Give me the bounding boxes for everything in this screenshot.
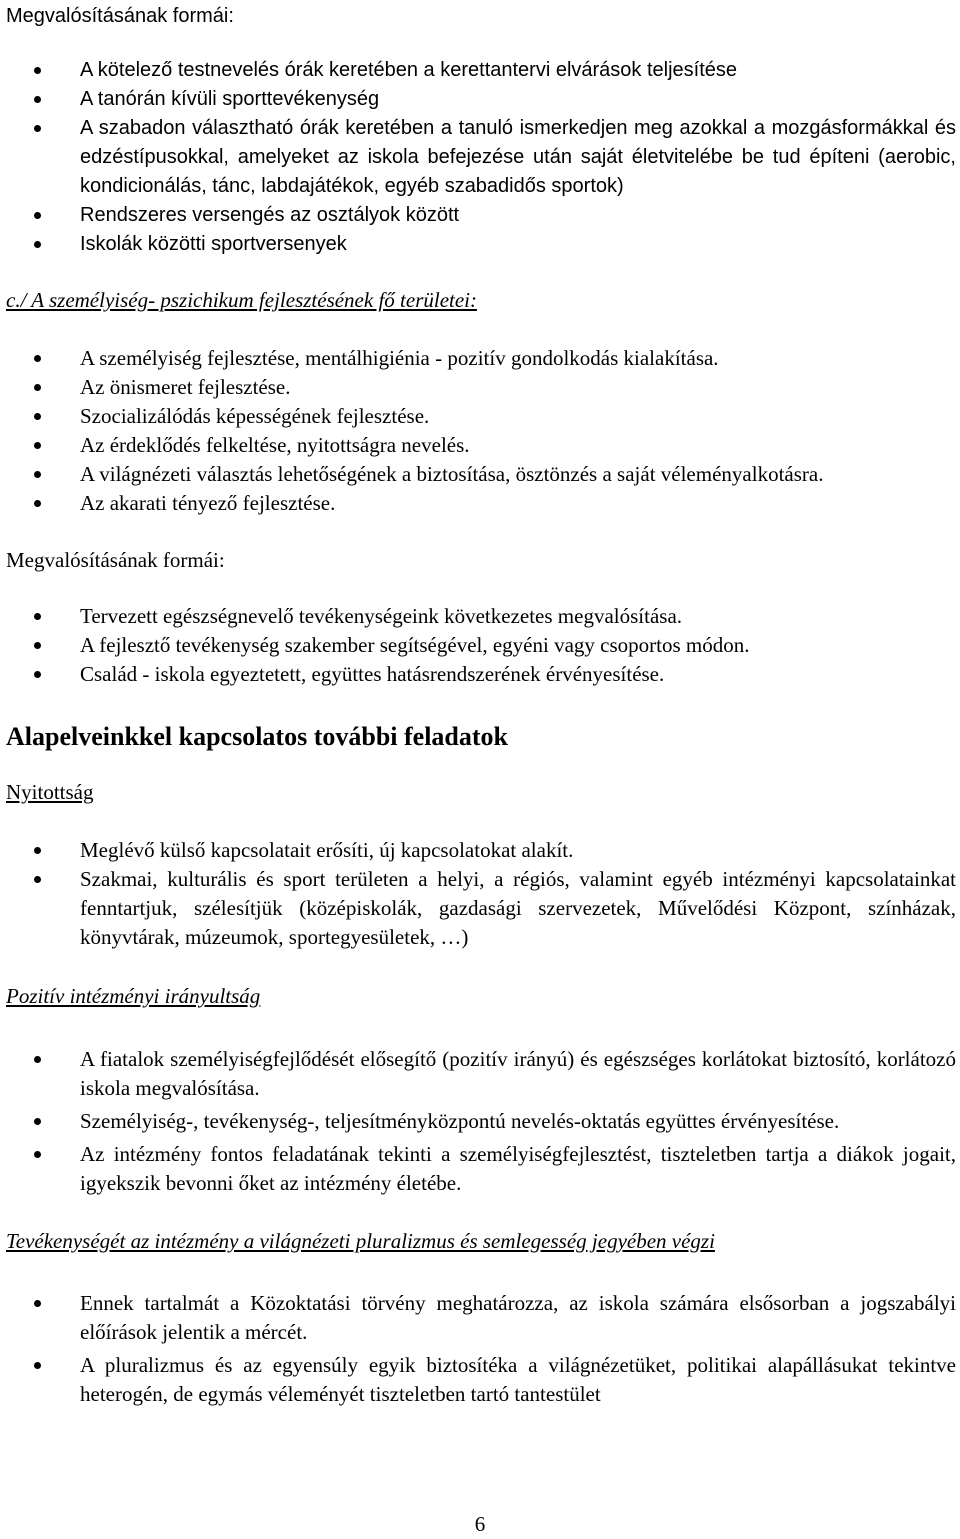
list-item: Meglévő külső kapcsolatait erősíti, új kapcsolatokat alakít. <box>6 836 956 865</box>
list-item: Az akarati tényező fejlesztése. <box>6 489 956 518</box>
bullet-icon <box>34 671 41 678</box>
bullet-icon <box>34 125 41 132</box>
list-item: Szakmai, kulturális és sport területen a helyi, a régiós, valamint egyéb intézményi kapcsolatainkat fenntartjuk, szélesítjük (középiskolák, gazdasági szervezetek, Művelődési Központ, színházak, könyvtárak, múzeumok, sportegyesületek, …) <box>6 865 956 952</box>
bullet-icon <box>34 241 41 248</box>
bullet-icon <box>34 413 41 420</box>
list-item: A kötelező testnevelés órák keretében a kerettantervi elvárások teljesítése <box>6 56 956 85</box>
main-heading: Alapelveinkkel kapcsolatos további feladatok <box>6 722 509 751</box>
bullet-icon <box>34 1118 41 1125</box>
list-item: Iskolák közötti sportversenyek <box>6 230 956 259</box>
bullet-list-pluralism <box>6 1289 956 1409</box>
page-number: 6 <box>474 1512 486 1536</box>
section-heading-forms: Megvalósításának formái: <box>6 5 234 27</box>
list-item: A fejlesztő tevékenység szakember segítségével, egyéni vagy csoportos módon. <box>6 631 956 660</box>
bullet-icon <box>34 1151 41 1158</box>
bullet-list-forms <box>6 56 956 259</box>
document-page <box>6 0 956 1409</box>
list-item: A tanórán kívüli sporttevékenység <box>6 85 956 114</box>
bullet-icon <box>34 642 41 649</box>
list-item: A személyiség fejlesztése, mentálhigiénia - pozitív gondolkodás kialakítása. <box>6 344 956 373</box>
bullet-icon <box>34 876 41 883</box>
bullet-icon <box>34 1056 41 1063</box>
section-heading-positive: Pozitív intézményi irányultság <box>6 984 261 1008</box>
list-item: Az intézmény fontos feladatának tekinti a személyiségfejlesztést, tiszteletben tartja a diákok jogait, igyekszik bevonni őket az intézmény életébe. <box>6 1140 956 1198</box>
bullet-list-personality <box>6 344 956 518</box>
section-heading-pluralism: Tevékenységét az intézmény a világnézeti pluralizmus és semlegesség jegyében végzi <box>6 1229 715 1253</box>
bullet-icon <box>34 471 41 478</box>
list-item: Az érdeklődés felkeltése, nyitottságra nevelés. <box>6 431 956 460</box>
bullet-icon <box>34 1300 41 1307</box>
list-item: Család - iskola egyeztetett, együttes hatásrendszerének érvényesítése. <box>6 660 956 689</box>
list-item: Rendszeres versengés az osztályok között <box>6 201 956 230</box>
bullet-icon <box>34 384 41 391</box>
bullet-icon <box>34 613 41 620</box>
bullet-list-openness <box>6 836 956 952</box>
list-item: A pluralizmus és az egyensúly egyik biztosítéka a világnézetüket, politikai alapállásukat tekintve heterogén, de egymás véleményét tiszteletben tartó tantestület <box>6 1351 956 1409</box>
list-item: A világnézeti választás lehetőségének a biztosítása, ösztönzés a saját véleményalkotásra. <box>6 460 956 489</box>
list-item: A szabadon választható órák keretében a tanuló ismerkedjen meg azokkal a mozgásformákkal és edzéstípusokkal, amelyeket az iskola befejezése után saját életvitelébe be tud építeni (aerobic, kondicionálás, tánc, labdajátékok, egyéb szabadidős sportok) <box>6 114 956 201</box>
bullet-list-positive <box>6 1045 956 1198</box>
list-item: Az önismeret fejlesztése. <box>6 373 956 402</box>
list-item: A fiatalok személyiségfejlődését elősegítő (pozitív irányú) és egészséges korlátokat biztosító, korlátozó iskola megvalósítása. <box>6 1045 956 1103</box>
bullet-icon <box>34 355 41 362</box>
list-item: Szocializálódás képességének fejlesztése. <box>6 402 956 431</box>
bullet-icon <box>34 96 41 103</box>
bullet-icon <box>34 212 41 219</box>
section-heading-forms-2: Megvalósításának formái: <box>6 548 225 572</box>
section-heading-openness: Nyitottság <box>6 780 94 804</box>
bullet-icon <box>34 847 41 854</box>
bullet-icon <box>34 442 41 449</box>
section-heading-personality: c./ A személyiség- pszichikum fejlesztésének fő területei: <box>6 288 478 312</box>
bullet-icon <box>34 1362 41 1369</box>
bullet-list-forms-2 <box>6 602 956 689</box>
list-item: Ennek tartalmát a Közoktatási törvény meghatározza, az iskola számára elsősorban a jogszabályi előírások jelentik a mércét. <box>6 1289 956 1347</box>
list-item: Személyiség-, tevékenység-, teljesítményközpontú nevelés-oktatás együttes érvényesítése. <box>6 1107 956 1136</box>
list-item: Tervezett egészségnevelő tevékenységeink következetes megvalósítása. <box>6 602 956 631</box>
bullet-icon <box>34 67 41 74</box>
bullet-icon <box>34 500 41 507</box>
